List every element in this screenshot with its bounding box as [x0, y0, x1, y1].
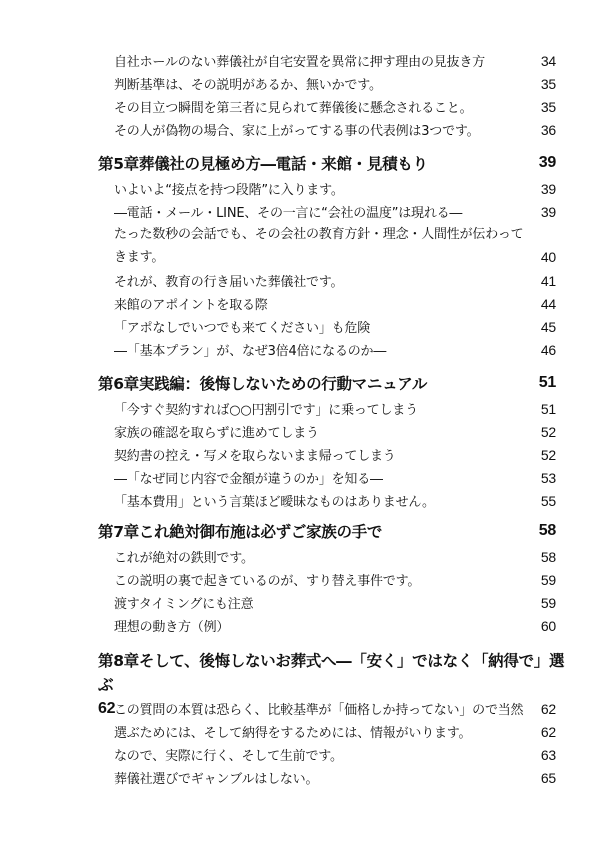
toc-entry-title: なので、実際に行く、そして生前です。	[114, 749, 343, 764]
toc-entry-page: 52	[540, 423, 556, 440]
chapter-title: 第7章これ絶対御布施は必ずご家族の手で	[98, 523, 383, 541]
toc-entry-page: 41	[540, 272, 556, 289]
toc-entry-title: その人が偽物の場合、家に上がってする事の代表例は3つです。	[114, 124, 480, 139]
toc-entry-title: 葬儀社選びでギャンブルはしない。	[114, 772, 319, 787]
toc-entry-page: 44	[540, 295, 556, 312]
chapter-page: 58	[538, 522, 556, 539]
toc-entry-page: 55	[540, 492, 556, 509]
toc-entry[interactable]	[114, 743, 556, 766]
toc-entry-page: 62	[540, 723, 556, 740]
toc-entry[interactable]	[114, 614, 556, 637]
toc-entry-page: 46	[540, 341, 556, 358]
toc-entry-title: 理想の動き方（例）	[114, 620, 230, 635]
toc-entry[interactable]	[114, 420, 556, 443]
toc-entry[interactable]	[114, 118, 556, 141]
toc-entry-title: 契約書の控え・写メを取らないまま帰ってしまう	[114, 449, 396, 464]
toc-chapter-5-heading[interactable]	[98, 150, 556, 176]
toc-entry-title: 家族の確認を取らずに進めてしまう	[114, 426, 319, 441]
toc-entry-title: ―「なぜ同じ内容で金額が違うのか」を知る―	[114, 472, 383, 487]
toc-entry-page: 65	[540, 769, 556, 786]
toc-entry[interactable]	[114, 720, 556, 743]
toc-entry-page: 35	[540, 75, 556, 92]
toc-entry-title: 「今すぐ契約すれば○○円割引です」に乗ってしまう	[114, 403, 418, 418]
toc-entry-title: これが絶対の鉄則です。	[114, 551, 254, 566]
toc-entry-title: 自社ホールのない葬儀社が自宅安置を異常に押す理由の見抜き方	[114, 55, 485, 70]
toc-entry[interactable]	[114, 200, 556, 223]
toc-entry-title: 判断基準は、その説明があるか、無いかです。	[114, 78, 382, 93]
toc-entry[interactable]	[114, 315, 556, 338]
chapter-title: 第6章実践編：後悔しないための行動マニュアル	[98, 375, 428, 393]
toc-entry-page: 39	[540, 180, 556, 197]
toc-entry[interactable]	[114, 697, 556, 720]
toc-entry-page: 59	[540, 594, 556, 611]
toc-entry[interactable]	[114, 568, 556, 591]
toc-entry-title: 来館のアポイントを取る際	[114, 298, 268, 313]
toc-entry-title: いよいよ“接点を持つ段階”に入ります。	[114, 183, 344, 198]
toc-entry-title: 「基本費用」という言葉ほど曖昧なものはありません。	[114, 495, 435, 510]
toc-entry-title: ―「基本プラン」が、なぜ3倍4倍になるのか―	[114, 344, 387, 359]
toc-entry-page: 51	[540, 400, 556, 417]
toc-entry[interactable]	[114, 338, 556, 361]
toc-entry-page: 39	[540, 203, 556, 220]
toc-entry[interactable]	[114, 269, 556, 292]
toc-entry[interactable]	[114, 466, 556, 489]
toc-entry-page: 45	[540, 318, 556, 335]
toc-entry-title: たった数秒の会話でも、その会社の教育方針・理念・人間性が伝わってきます。	[114, 227, 524, 265]
chapter-page: 62	[98, 700, 116, 717]
toc-entry[interactable]	[114, 591, 556, 614]
chapter-page: 51	[538, 374, 556, 391]
chapter-page: 39	[538, 154, 556, 171]
chapter-title: 第8章そして、後悔しないお葬式へ―「安く」ではなく「納得で」選ぶ	[98, 652, 565, 694]
toc-chapter-7-heading[interactable]	[98, 518, 556, 544]
toc-entry[interactable]	[114, 766, 556, 789]
toc-entry[interactable]	[114, 397, 556, 420]
toc-entry[interactable]	[114, 177, 556, 200]
toc-entry-page: 35	[540, 98, 556, 115]
toc-entry[interactable]	[114, 223, 556, 269]
toc-entry[interactable]	[114, 72, 556, 95]
toc-entry-page: 40	[540, 249, 556, 265]
toc-entry[interactable]	[114, 292, 556, 315]
toc-chapter-6-heading[interactable]	[98, 370, 556, 396]
toc-entry[interactable]	[114, 49, 556, 72]
toc-entry-page: 63	[540, 746, 556, 763]
toc-entry-page: 60	[540, 617, 556, 634]
chapter-title: 第5章葬儀社の見極め方―電話・来館・見積もり	[98, 155, 428, 173]
toc-entry[interactable]	[114, 443, 556, 466]
toc-entry[interactable]	[114, 95, 556, 118]
toc-entry-page: 53	[540, 469, 556, 486]
toc-entry-title: その目立つ瞬間を第三者に見られて葬儀後に懸念されること。	[114, 101, 473, 116]
toc-entry-title: 「アポなしでいつでも来てください」も危険	[114, 321, 371, 336]
toc-entry-title: この質問の本質は恐らく、比較基準が「価格しか持ってない」ので当然	[114, 703, 524, 718]
toc-entry-title: 渡すタイミングにも注意	[114, 597, 254, 612]
toc-entry-page: 36	[540, 121, 556, 138]
toc-entry-title: ―電話・メール・LINE、その一言に“会社の温度”は現れる―	[114, 206, 463, 221]
toc-entry[interactable]	[114, 545, 556, 568]
toc-entry-page: 34	[540, 52, 556, 69]
toc-entry-title: この説明の裏で起きているのが、すり替え事件です。	[114, 574, 421, 589]
toc-entry-page: 62	[540, 700, 556, 717]
toc-entry-page: 58	[540, 548, 556, 565]
toc-entry[interactable]	[114, 489, 556, 512]
toc-entry-title: 選ぶためには、そして納得をするためには、情報がいります。	[114, 726, 472, 741]
toc-entry-page: 59	[540, 571, 556, 588]
toc-entry-title: それが、教育の行き届いた葬儀社です。	[114, 275, 344, 290]
toc-entry-page: 52	[540, 446, 556, 463]
